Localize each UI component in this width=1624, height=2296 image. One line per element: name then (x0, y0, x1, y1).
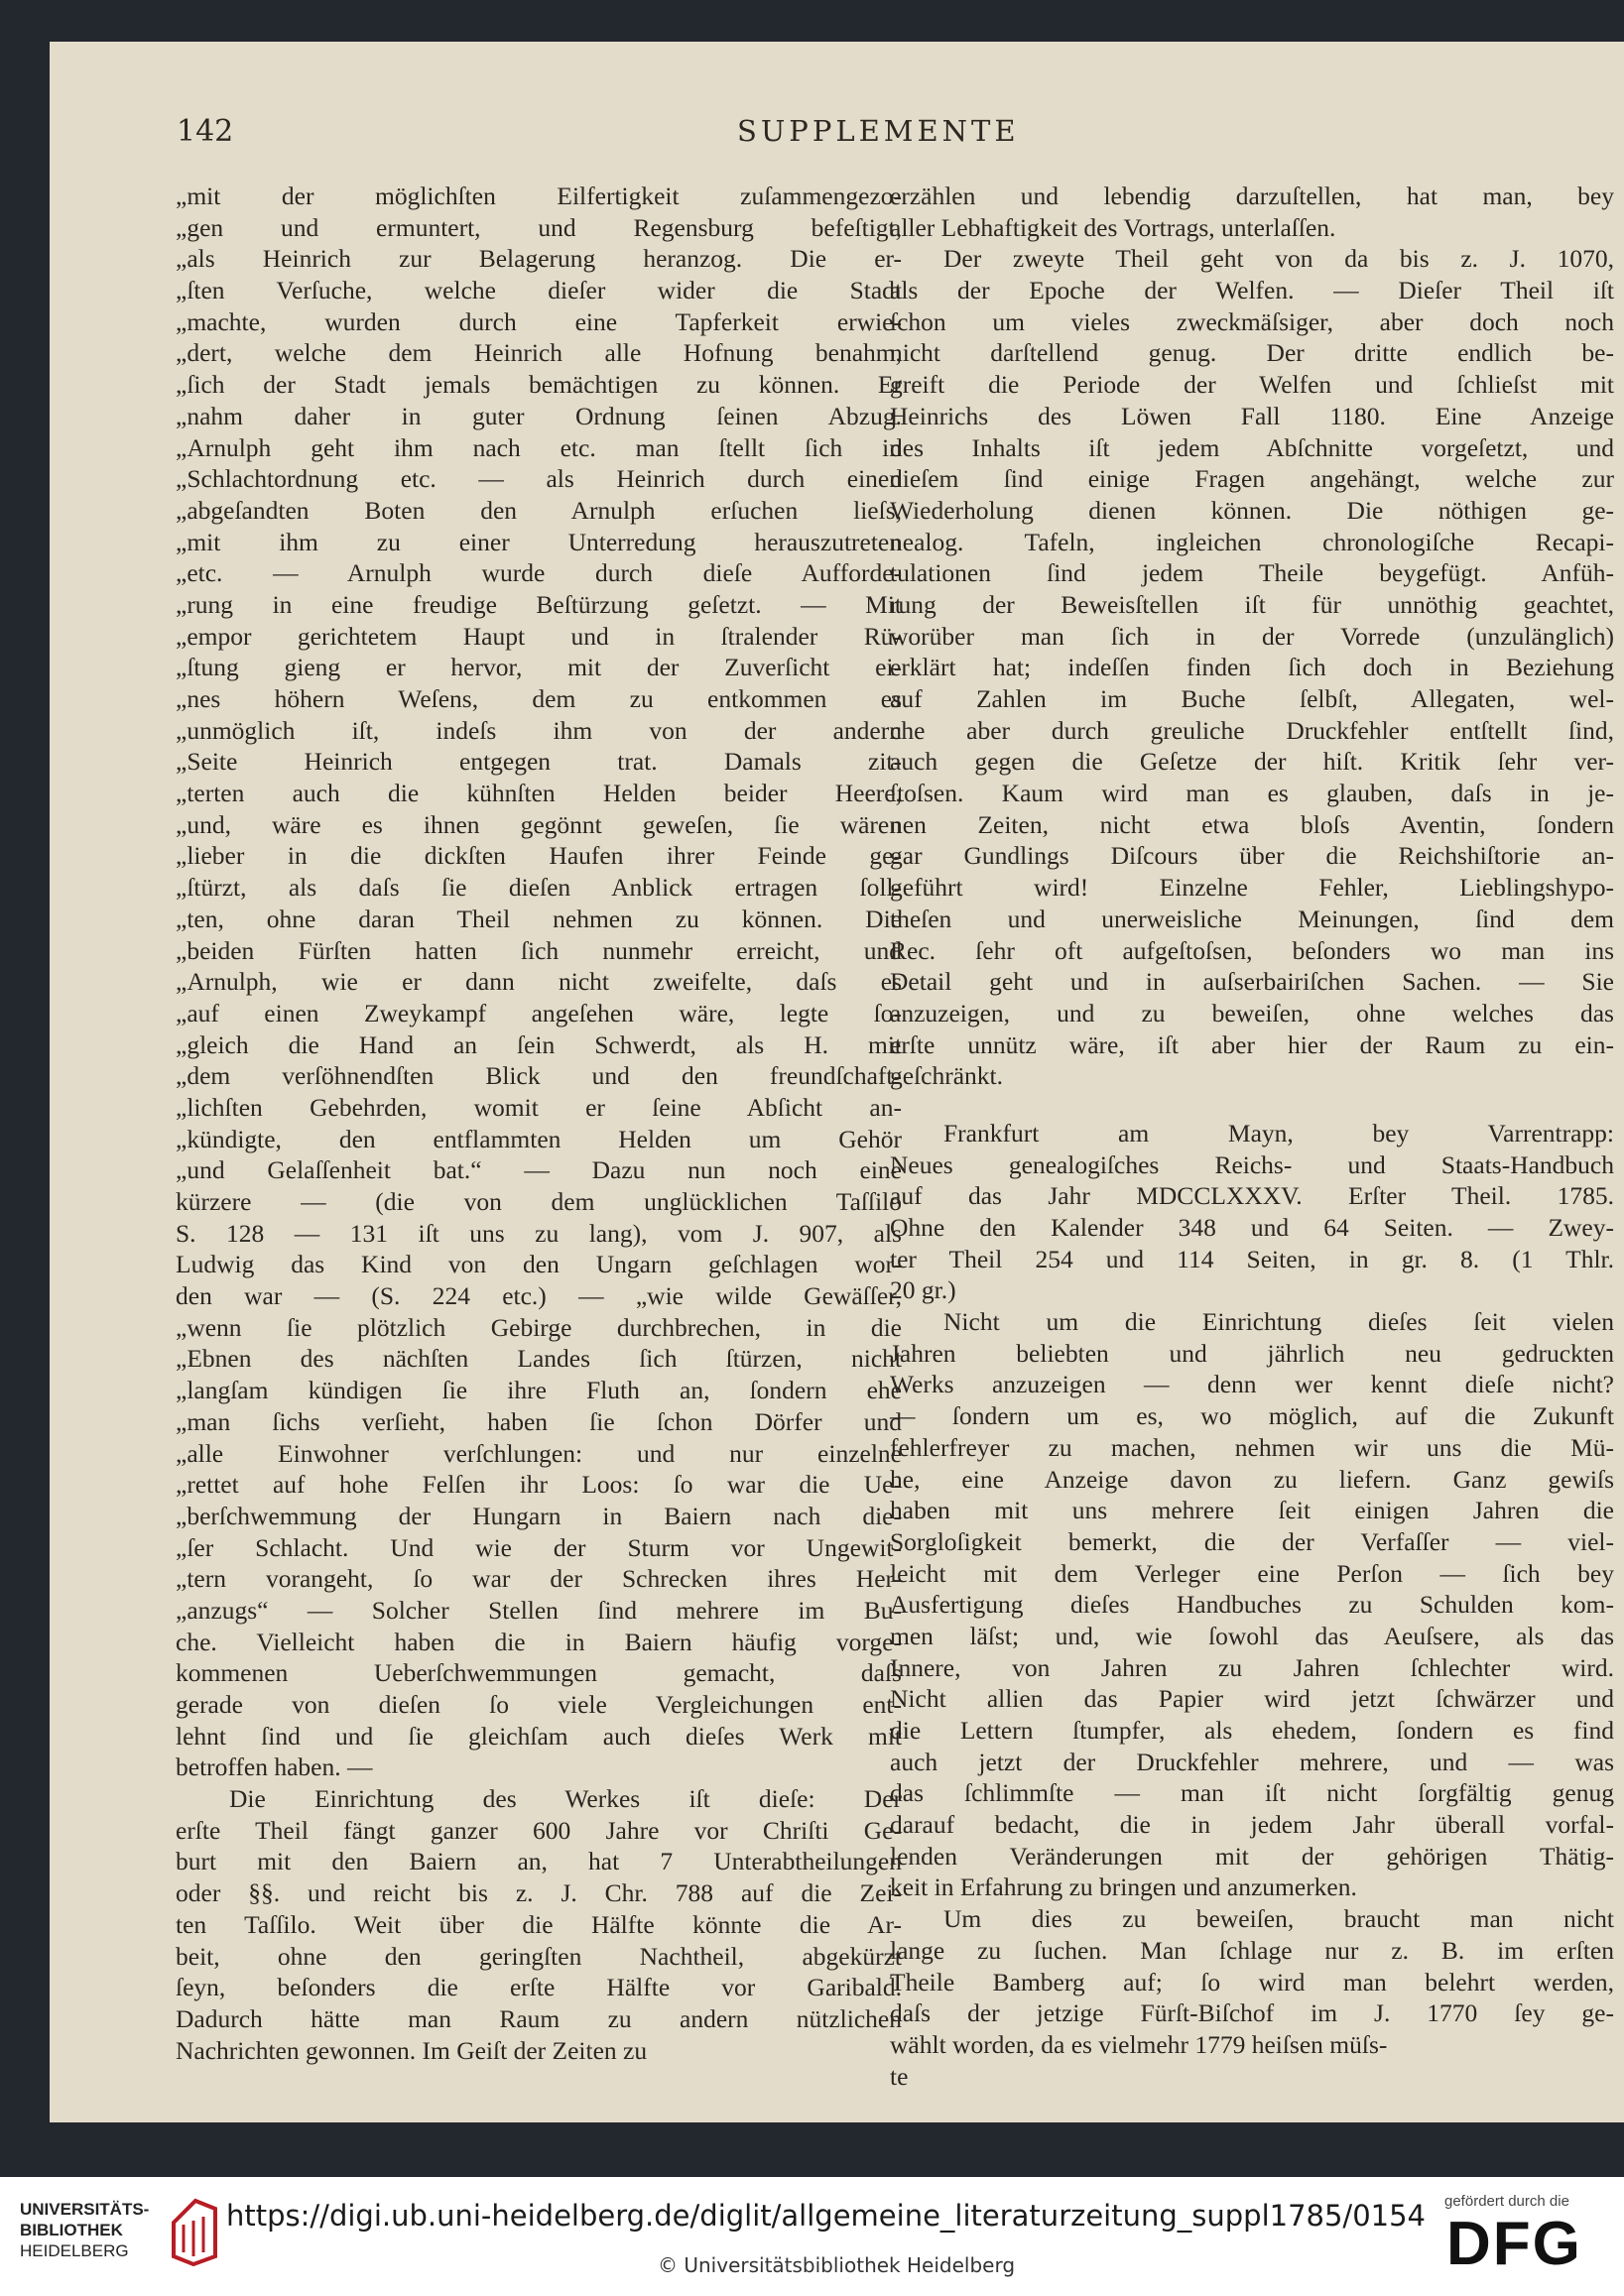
text-line: lehnt ſind und ſie gleichſam auch dieſes Werk mit (176, 1721, 902, 1751)
text-line: anzuzeigen, und zu beweiſen, ohne welches das (890, 998, 1614, 1027)
text-line: „lichſten Gebehrden, womit er ſeine Abſicht an- (176, 1092, 902, 1122)
text-line: tulationen ſind jedem Theile beygefügt. Anfüh- (890, 558, 1614, 588)
text-line: Neues genealogiſches Reichs- und Staats-Handbuch (890, 1149, 1614, 1179)
text-line: „mit der möglichſten Eilfertigkeit zuſammengezo- (176, 181, 902, 210)
text-line: theſen und unerweisliche Meinungen, ſind dem (890, 904, 1614, 933)
text-line: rung der Beweisſtellen iſt für unnöthig geachtet, (890, 589, 1614, 619)
page-header (50, 114, 1624, 164)
text-line: „machte, wurden durch eine Tapferkeit erwie- (176, 306, 902, 336)
text-line: kürzere — (die von dem unglücklichen Taſſilo (176, 1187, 902, 1216)
text-line: — ſondern um es, wo möglich, auf die Zukunft (890, 1401, 1614, 1431)
text-line: „ſtung gieng er hervor, mit der Zuverſicht ei- (176, 653, 902, 682)
text-line: ten Taſſilo. Weit über die Hälfte könnte die Ar- (176, 1909, 902, 1939)
text-line: „terten auch die kühnſten Helden beider Heere, (176, 779, 902, 808)
text-line: nealog. Tafeln, ingleichen chronologiſche Recapi- (890, 527, 1614, 556)
text-line: „Ebnen des nächſten Landes ſich ſtürzen, nicht (176, 1344, 902, 1374)
text-line: haben mit uns mehrere ſeit einigen Jahren die (890, 1496, 1614, 1525)
text-line: „etc. — Arnulph wurde durch dieſe Aufforde- (176, 558, 902, 588)
text-line: ter Theil 254 und 114 Seiten, in gr. 8. (1 Thlr. (890, 1244, 1614, 1273)
text-line: ſtoſsen. Kaum wird man es glauben, daſs in je- (890, 779, 1614, 808)
text-line: „berſchwemmung der Hungarn in Baiern nach die- (176, 1501, 902, 1530)
text-line: „nahm daher in guter Ordnung ſeinen Abzug. (176, 401, 902, 430)
text-line: he, eine Anzeige davon zu liefern. Ganz gewiſs (890, 1464, 1614, 1494)
text-line: Um dies zu beweiſen, braucht man nicht (943, 1904, 1614, 1934)
permalink-url[interactable]: https://digi.ub.uni-heidelberg.de/diglit/allgemeine_literaturzeitung_suppl1785/0154 (226, 2199, 1427, 2233)
text-line: „alle Einwohner verſchlungen: und nur einzelne (176, 1438, 902, 1468)
text-line: geſchränkt. (890, 1061, 1003, 1091)
text-line: „rettet auf hohe Felſen ihr Loos: ſo war die Ue- (176, 1470, 902, 1500)
text-line: als der Epoche der Welfen. — Dieſer Theil iſt (890, 276, 1614, 305)
text-line: nen Zeiten, nicht etwa bloſs Aventin, ſondern (890, 809, 1614, 839)
text-line: „ſich der Stadt jemals bemächtigen zu können. Er (176, 370, 902, 400)
funding-label: gefördert durch die (1444, 2193, 1569, 2210)
text-line: „abgeſandten Boten den Arnulph erſuchen lieſs, (176, 495, 902, 525)
text-line: lenden Veränderungen mit der gehörigen Thätig- (890, 1841, 1614, 1871)
text-line: „Arnulph geht ihm nach etc. man ſtellt ſich in (176, 432, 902, 462)
text-line: geführt wird! Einzelne Fehler, Lieblingshypo- (890, 873, 1614, 903)
text-line: die Lettern ſtumpfer, als ehedem, ſondern es find (890, 1716, 1614, 1745)
text-line: „dem verſöhnendſten Blick und den freundſchaft- (176, 1061, 902, 1091)
text-line: erzählen und lebendig darzuſtellen, hat man, bey (890, 181, 1614, 210)
text-line: nicht darſtellend genug. Der dritte endlich be- (890, 338, 1614, 368)
viewer-footer (0, 2177, 1624, 2296)
text-line: S. 128 — 131 iſt uns zu lang), vom J. 907, als (176, 1218, 902, 1248)
text-line: „nes höhern Weſens, dem zu entkommen es (176, 684, 902, 713)
text-line: „Arnulph, wie er dann nicht zweifelte, daſs es (176, 967, 902, 997)
text-line: Heinrichs des Löwen Fall 1180. Eine Anzeige (890, 401, 1614, 430)
text-line: „Schlachtordnung etc. — als Heinrich durch einen (176, 464, 902, 494)
text-line: „ſtürzt, als daſs ſie dieſen Anblick ertragen ſoll- (176, 873, 902, 903)
text-line: „anzugs“ — Solcher Stellen ſind mehrere im Bu- (176, 1595, 902, 1625)
text-line: darauf bedacht, die in jedem Jahr überall vorfal- (890, 1810, 1614, 1840)
text-line: erſte unnütz wäre, iſt aber hier der Raum zu ein- (890, 1029, 1614, 1059)
text-line: den war — (S. 224 etc.) — „wie wilde Gewäſſer, (176, 1281, 902, 1311)
text-line: keit in Erfahrung zu bringen und anzumerken. (890, 1873, 1357, 1902)
text-line: „empor gerichtetem Haupt und in ſtralender Rü- (176, 621, 902, 651)
text-line: men läſst; und, wie ſowohl das Aeuſsere, als das (890, 1621, 1614, 1650)
copyright-notice: © Universitätsbibliothek Heidelberg (658, 2253, 1016, 2277)
dfg-logo: DFG (1446, 2210, 1582, 2278)
text-line: greift die Periode der Welfen und ſchlieſst mit (890, 370, 1614, 400)
text-line: „dert, welche dem Heinrich alle Hofnung benahm, (176, 338, 902, 368)
text-line: dieſem ſind einige Fragen angehängt, welche zur (890, 464, 1614, 494)
text-line: auch jetzt der Druckfehler mehrere, und — was (890, 1747, 1614, 1776)
text-line: oder §§. und reicht bis z. J. Chr. 788 auf die Zei- (176, 1878, 902, 1908)
text-line: lange zu ſuchen. Man ſchlage nur z. B. im erſten (890, 1935, 1614, 1965)
text-line: „mit ihm zu einer Unterredung herauszutreten (176, 527, 902, 556)
text-line: wählt worden, da es vielmehr 1779 heiſsen müſs- (890, 2029, 1388, 2059)
text-line: Detail geht und in auſserbairiſchen Sachen. — Sie (890, 967, 1614, 997)
text-line: ſeyn, beſonders die erſte Hälfte vor Garibald. (176, 1973, 902, 2002)
text-line: leicht mit dem Verleger eine Perſon — ſich bey (890, 1558, 1614, 1588)
text-line: aller Lebhaftigkeit des Vortrags, unterlaſſen. (890, 212, 1336, 242)
text-line: „unmöglich iſt, indeſs ihm von der andern (176, 715, 902, 745)
right-column (890, 181, 1614, 2092)
page-number: 142 (177, 114, 234, 149)
text-line: „auf einen Zweykampf angeſehen wäre, legte ſo- (176, 998, 902, 1027)
text-line: „ſten Verſuche, welche dieſer wider die Stadt (176, 276, 902, 305)
text-line: auf das Jahr MDCCLXXXV. Erſter Theil. 1785. (890, 1181, 1614, 1211)
text-line: Dadurch hätte man Raum zu andern nützlichen (176, 2003, 902, 2033)
text-line: ſchon um vieles zweckmäſsiger, aber doch noch (890, 306, 1614, 336)
text-line: 20 gr.) (890, 1275, 956, 1305)
text-line: „man ſichs verſieht, haben ſie ſchon Dörfer und (176, 1406, 902, 1436)
text-line: auch gegen die Geſetze der hiſt. Kritik ſehr ver- (890, 747, 1614, 777)
text-line: „ſer Schlacht. Und wie der Sturm vor Ungewit- (176, 1532, 902, 1562)
text-line: Wiederholung dienen können. Die nöthigen ge- (890, 495, 1614, 525)
text-line: Nicht um die Einrichtung dieſes ſeit vielen (943, 1307, 1614, 1337)
running-title: SUPPLEMENTE (737, 114, 1020, 148)
text-line: „gleich die Hand an ſein Schwerdt, als H. mit (176, 1029, 902, 1059)
text-line: „Seite Heinrich entgegen trat. Damals zit- (176, 747, 902, 777)
text-line: „wenn ſie plötzlich Gebirge durchbrechen, in die (176, 1312, 902, 1342)
text-line: Nachrichten gewonnen. Im Geiſt der Zeiten zu (176, 2035, 648, 2065)
text-line: che aber durch greuliche Druckfehler entſtellt ſind, (890, 715, 1614, 745)
text-line: worüber man ſich in der Vorrede (unzulänglich) (890, 621, 1614, 651)
text-line: Ohne den Kalender 348 und 64 Seiten. — Zwey- (890, 1213, 1614, 1242)
text-line: burt mit den Baiern an, hat 7 Unterabtheilungen (176, 1847, 902, 1876)
text-line: „als Heinrich zur Belagerung heranzog. Die er- (176, 244, 902, 274)
library-name-line: HEIDELBERG (20, 2241, 129, 2260)
left-column (176, 181, 902, 2066)
library-logo-icon (166, 2195, 223, 2268)
text-line: das ſchlimmſte — man iſt nicht ſorgfältig genug (890, 1778, 1614, 1808)
text-line: des Inhalts iſt jedem Abſchnitte vorgeſetzt, und (890, 432, 1614, 462)
text-line: Theile Bamberg auf; ſo wird man belehrt werden, (890, 1967, 1614, 1996)
text-line: che. Vielleicht haben die in Baiern häufig vorge- (176, 1627, 902, 1656)
text-line: Werks anzuzeigen — denn wer kennt dieſe nicht? (890, 1370, 1614, 1399)
text-line: „und, wäre es ihnen gegönnt geweſen, ſie wären (176, 809, 902, 839)
text-line: erklärt hat; indeſſen finden ſich doch in Beziehung (890, 653, 1614, 682)
library-name-line: UNIVERSITÄTS- (20, 2200, 150, 2219)
text-line: Der zweyte Theil geht von da bis z. J. 1070, (943, 244, 1614, 274)
text-line: gar Gundlings Diſcours über die Reichshiſtorie an- (890, 841, 1614, 871)
text-line: Frankfurt am Mayn, bey Varrentrapp: (943, 1118, 1614, 1148)
text-line: betroffen haben. — (176, 1752, 373, 1782)
text-line: Nicht allien das Papier wird jetzt ſchwärzer und (890, 1684, 1614, 1714)
text-line: „gen und ermuntert, und Regensburg befeſtigt, (176, 212, 902, 242)
text-line: fehlerfreyer zu machen, nehmen wir uns die Mü- (890, 1432, 1614, 1462)
text-line: „kündigte, den entflammten Helden um Gehör (176, 1124, 902, 1153)
text-line: Sorgloſigkeit bemerkt, die der Verfaſſer — viel- (890, 1526, 1614, 1556)
text-line: „ten, ohne daran Theil nehmen zu können. Die (176, 904, 902, 933)
text-line: Innere, von Jahren zu Jahren ſchlechter wird. (890, 1652, 1614, 1682)
text-line: „tern vorangeht, ſo war der Schrecken ihres Her- (176, 1564, 902, 1594)
text-line: „beiden Fürſten hatten ſich nunmehr erreicht, und (176, 935, 902, 965)
text-line: beit, ohne den geringſten Nachtheil, abgekürzt (176, 1941, 902, 1971)
text-line: Jahren beliebten und jährlich neu gedruckten (890, 1338, 1614, 1368)
book-page (50, 42, 1624, 2122)
text-line: erſte Theil fängt ganzer 600 Jahre vor Chriſti Ge- (176, 1815, 902, 1845)
text-line: Ausfertigung dieſes Handbuches zu Schulden kom- (890, 1590, 1614, 1620)
text-line: gerade von dieſen ſo viele Vergleichungen ent- (176, 1690, 902, 1719)
library-logo-text (20, 2199, 149, 2261)
text-line: auf Zahlen im Buche ſelbſt, Allegaten, wel- (890, 684, 1614, 713)
text-line: Ludwig das Kind von den Ungarn geſchlagen wor- (176, 1250, 902, 1279)
text-line: te (890, 2061, 909, 2091)
text-line: „und Gelaſſenheit bat.“ — Dazu nun noch eine (176, 1155, 902, 1185)
text-line: „rung in eine freudige Beſtürzung geſetzt. — Mit (176, 589, 902, 619)
text-line: kommenen Ueberſchwemmungen gemacht, daſs (176, 1658, 902, 1688)
library-name-line: BIBLIOTHEK (20, 2221, 123, 2239)
text-line: Rec. ſehr oft aufgeſtoſsen, beſonders wo man ins (890, 935, 1614, 965)
text-line: „lieber in die dickſten Haufen ihrer Feinde ge- (176, 841, 902, 871)
text-line: Die Einrichtung des Werkes iſt dieſe: Der (229, 1784, 902, 1814)
text-line: „langſam kündigen ſie ihre Fluth an, ſondern ehe (176, 1376, 902, 1405)
text-line: daſs der jetzige Fürſt-Biſchof im J. 1770 ſey ge- (890, 1998, 1614, 2028)
